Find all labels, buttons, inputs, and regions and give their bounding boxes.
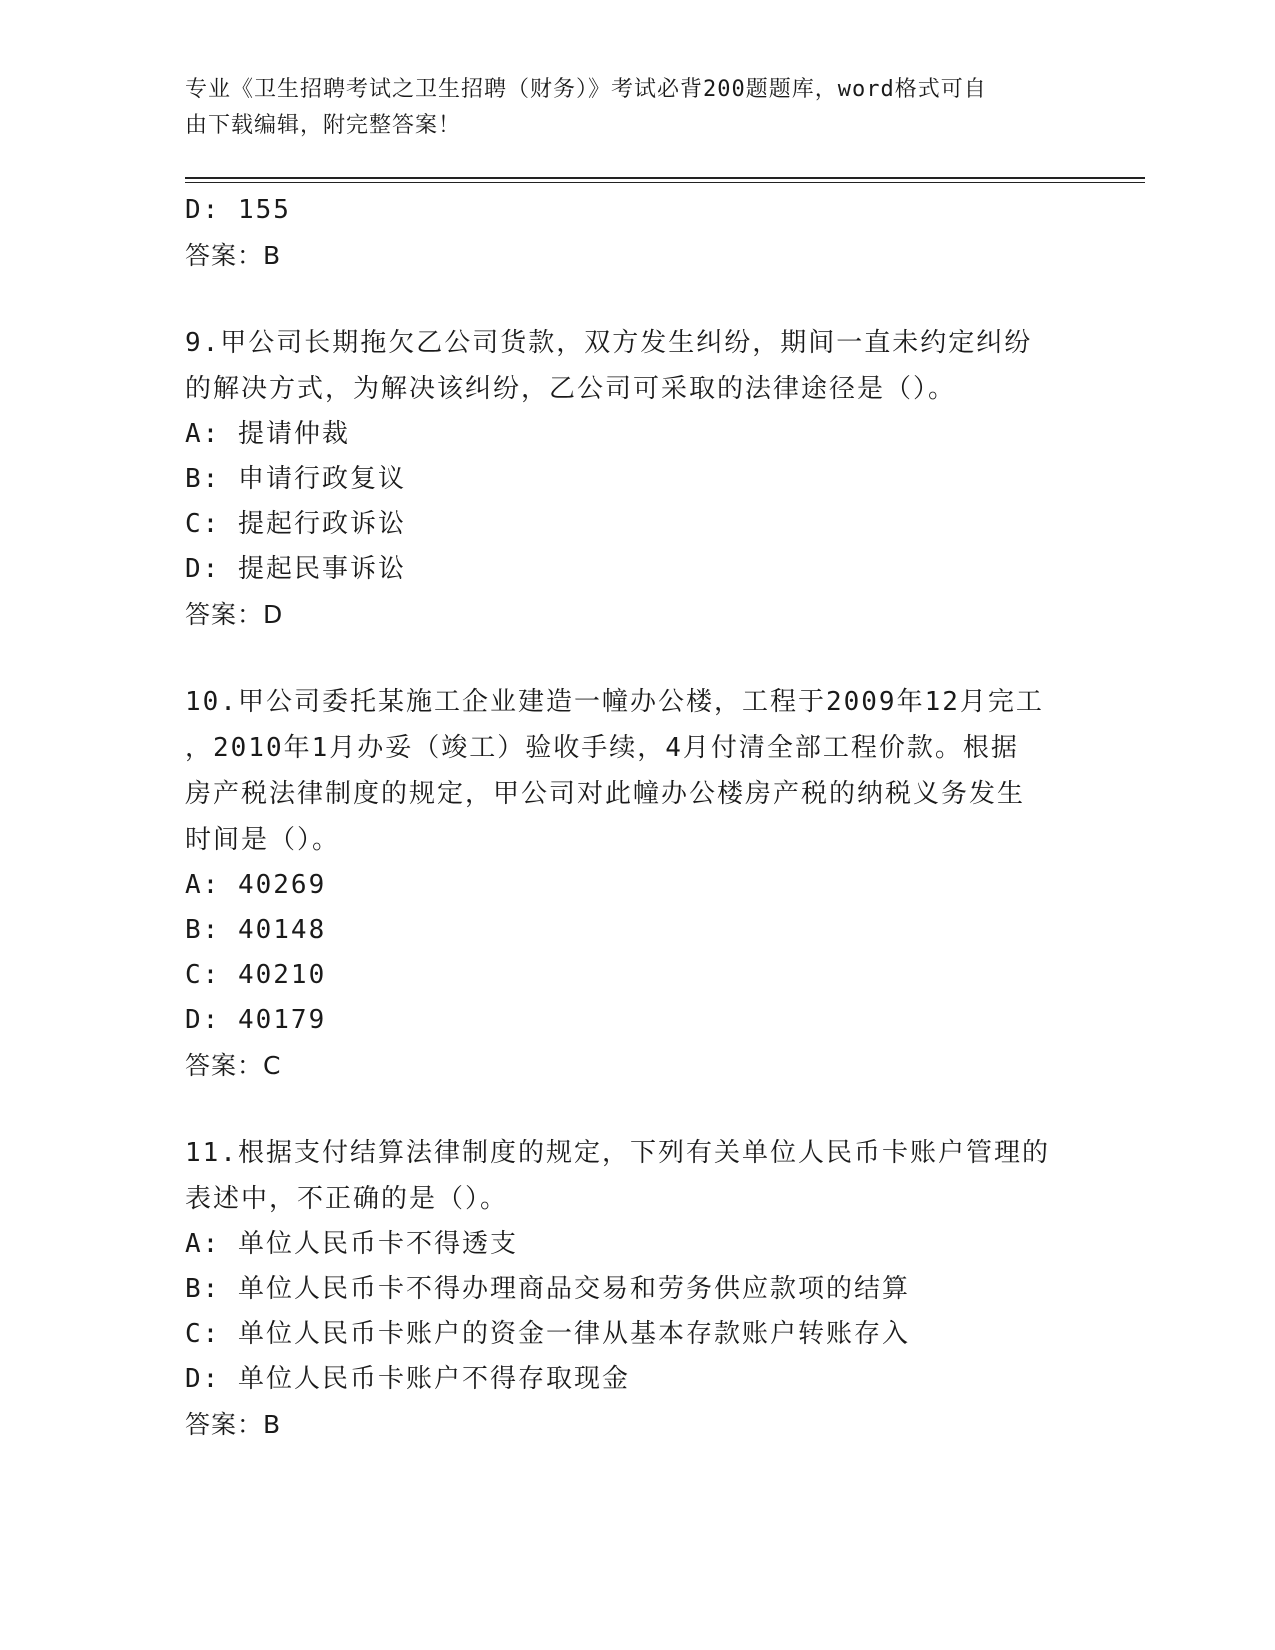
option-d: D: 提起民事诉讼 [185, 554, 406, 584]
option-c: C: 40210 [185, 960, 327, 990]
option-c: C: 单位人民币卡账户的资金一律从基本存款账户转账存入 [185, 1319, 910, 1349]
question-text-line: 房产税法律制度的规定，甲公司对此幢办公楼房产税的纳税义务发生 [185, 779, 1026, 809]
question-text-line: 9.甲公司长期拖欠乙公司货款，双方发生纠纷，期间一直未约定纠纷 [185, 328, 1033, 358]
option-a: A: 单位人民币卡不得透支 [185, 1229, 518, 1259]
header-divider-thick [185, 177, 1145, 179]
spacer [185, 1088, 1085, 1130]
header-line-1: 专业《卫生招聘考试之卫生招聘（财务）》考试必背200题题库，word格式可自 [185, 77, 987, 102]
option-d: D: 单位人民币卡账户不得存取现金 [185, 1364, 630, 1394]
question-10 [185, 679, 1085, 1088]
option-b: B: 单位人民币卡不得办理商品交易和劳务供应款项的结算 [185, 1274, 910, 1304]
question-9 [185, 320, 1085, 637]
header-divider-thin [185, 182, 1145, 183]
question-11 [185, 1130, 1085, 1447]
question-text-line: ，2010年1月办妥（竣工）验收手续，4月付清全部工程价款。根据 [185, 733, 1019, 763]
header-line-2: 由下载编辑，附完整答案！ [185, 113, 462, 138]
question-text-line: 时间是（）。 [185, 825, 341, 855]
answer: 答案：D [185, 600, 284, 629]
spacer [185, 278, 1085, 320]
prev-option-d: D: 155 [185, 195, 291, 225]
option-a: A: 提请仲裁 [185, 419, 350, 449]
option-d: D: 40179 [185, 1005, 327, 1035]
question-text-line: 11.根据支付结算法律制度的规定，下列有关单位人民币卡账户管理的 [185, 1138, 1050, 1168]
option-b: B: 40148 [185, 915, 327, 945]
option-b: B: 申请行政复议 [185, 464, 406, 494]
question-text-line: 10.甲公司委托某施工企业建造一幢办公楼，工程于2009年12月完工 [185, 687, 1044, 717]
document-header [185, 72, 1065, 144]
question-list [185, 188, 1085, 1447]
answer: 答案：C [185, 1051, 282, 1080]
option-a: A: 40269 [185, 870, 327, 900]
prev-answer: 答案：B [185, 241, 282, 270]
question-text-line: 的解决方式，为解决该纠纷，乙公司可采取的法律途径是（）。 [185, 374, 957, 404]
answer: 答案：B [185, 1410, 282, 1439]
option-c: C: 提起行政诉讼 [185, 509, 406, 539]
question-text-line: 表述中，不正确的是（）。 [185, 1184, 509, 1214]
spacer [185, 637, 1085, 679]
